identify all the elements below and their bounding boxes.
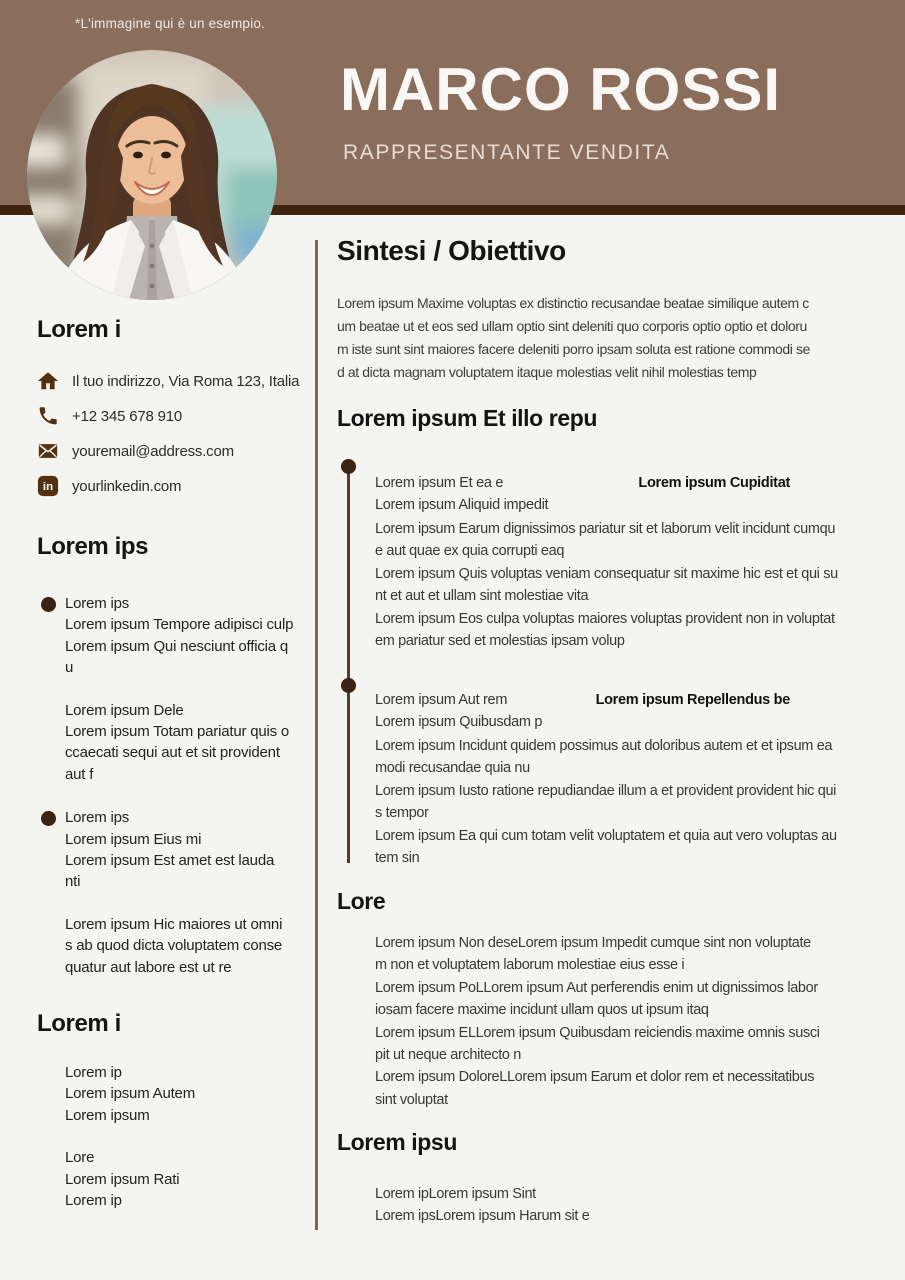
contact-email-row[interactable] [37, 438, 309, 464]
contact-phone-row [37, 403, 309, 429]
text-line: Lore [65, 1149, 95, 1167]
text-line: Lorem ipsum PoLLorem ipsum Aut perferendis enim ut dignissimos labor [375, 979, 818, 996]
text-line: Lorem ipsum DoloreLLorem ipsum Earum et dolor rem et necessitatibus [375, 1069, 815, 1086]
text-line: Lorem ipsum ELLorem ipsum Quibusdam reiciendis maxime omnis susci [375, 1024, 820, 1041]
text-line: Lorem ipsum Iusto ratione repudiandae illum a et provident provident hic qui [375, 782, 837, 799]
column-divider [315, 240, 318, 1230]
ipsu-lines [337, 1183, 882, 1228]
text-line: Lorem ipsum Rati [65, 1170, 180, 1188]
lore-heading: Lore [337, 888, 386, 914]
text-line: Lorem ipsum Est amet est lauda [65, 852, 275, 870]
text-line: Lorem ipsum Aut rem [375, 692, 508, 708]
text-line: Lorem ipsum Qui nesciunt officia q [65, 637, 289, 655]
extra-section [37, 1010, 309, 1211]
text-line: Lorem ipsum Eius mi [65, 830, 202, 848]
text-line: Lorem ipsum Eos culpa voluptas maiores voluptas provident non in voluptat [375, 610, 835, 627]
linkedin-text[interactable]: yourlinkedin.com [72, 477, 182, 495]
svg-text:in: in [42, 481, 54, 494]
skills-group-2-lines [65, 807, 309, 978]
text-line: Lorem ipLorem ipsum Sint [375, 1186, 536, 1202]
experience-heading: Lorem ipsum Et illo repu [337, 405, 598, 431]
text-line: Lorem ipsum Hic maiores ut omni [65, 915, 283, 933]
text-line: Lorem ipsum Earum dignissimos pariatur sit et laborum velit incidunt cumqu [375, 521, 836, 537]
text-line: Lorem ips [65, 595, 130, 612]
text-line: e aut quae ex quia corrupti eaq [375, 543, 565, 560]
summary-section [337, 235, 885, 384]
lore-lines [337, 932, 882, 1111]
candidate-name: MARCO ROSSI [340, 56, 782, 123]
contact-section [37, 316, 309, 508]
text-line: s ab quod dicta voluptatem conse [65, 937, 283, 955]
home-icon [37, 370, 59, 392]
text-line: Lorem ipsum Non deseLorem ipsum Impedit cumque sint non voluptate [375, 935, 811, 951]
text-line: Lorem ipsLorem ipsum Harum sit e [375, 1208, 590, 1225]
text-line: aut f [65, 765, 94, 783]
summary-heading: Sintesi / Obiettivo [337, 235, 566, 266]
text-line: Lorem ipsum Quibusdam p [375, 713, 543, 730]
text-line: pit ut neque architecto n [375, 1047, 522, 1064]
timeline-line [347, 471, 350, 863]
text-line: Lorem ip [65, 1064, 122, 1081]
text-line: tem sin [375, 850, 420, 867]
photo-disclaimer-note: *L'immagine qui è un esempio. [75, 16, 265, 31]
text-line: sint voluptat [375, 1091, 448, 1108]
skills-section [37, 533, 309, 978]
text-line: u [65, 659, 74, 677]
text-line: iosam facere maxime incidunt ullam quos ut ipsum itaq [375, 1002, 709, 1019]
experience-entry [375, 473, 842, 652]
profile-photo-illustration [27, 50, 277, 300]
phone-icon [37, 405, 59, 427]
timeline-dot [341, 678, 356, 693]
experience-entry [375, 690, 842, 869]
address-text: Il tuo indirizzo, Via Roma 123, Italia [72, 372, 300, 390]
experience-section [337, 405, 842, 870]
text-line: Lorem ips [65, 809, 130, 827]
contact-address-row [37, 368, 309, 394]
skills-heading: Lorem ips [37, 533, 149, 560]
extra-heading: Lorem i [37, 1010, 121, 1037]
mail-icon [37, 440, 59, 462]
text-line: Lorem ipsum Quis voluptas veniam consequatur sit maxime hic est et qui su [375, 565, 838, 582]
text-line: m non et voluptatem laborum molestiae eius esse i [375, 957, 685, 974]
entry-label: Lorem ipsum Repellendus be [595, 692, 790, 708]
contact-linkedin-row[interactable] [37, 473, 309, 499]
text-line: Lorem ip [65, 1192, 122, 1210]
text-line: Lorem ipsum Incidunt quidem possimus aut doloribus autem et et ipsum ea [375, 738, 833, 754]
text-line: nti [65, 873, 81, 891]
text-line: Lorem ipsum Maxime voluptas ex distinctio recusandae beatae similique autem c [337, 295, 809, 311]
text-line: Lorem ipsum Et ea e [375, 475, 504, 491]
text-line: s tempor [375, 805, 429, 822]
entry-label: Lorem ipsum Cupiditat [638, 475, 790, 491]
text-line: Lorem ipsum Dele [65, 701, 184, 719]
spacer [65, 1126, 309, 1147]
timeline-dot [341, 459, 356, 474]
text-line: modi recusandae quia nu [375, 760, 530, 777]
text-line: quatur aut labore est ut re [65, 958, 232, 976]
text-line: Lorem ipsum Autem [65, 1085, 195, 1103]
spacer [65, 679, 309, 700]
text-line: m iste sunt sint maiores facere deleniti porro ipsam soluta est ratione commodi se [337, 341, 810, 357]
email-text[interactable]: youremail@address.com [72, 442, 234, 460]
text-line: Lorem ipsum Aliquid impedit [375, 496, 549, 513]
text-line: um beatae ut et eos sed ullam optio sint deleniti quo corporis optio optio et doloru [337, 318, 807, 334]
ipsu-section [337, 1129, 882, 1228]
text-line: nt et aut et ullam sint molestiae vita [375, 588, 589, 605]
ipsu-heading: Lorem ipsu [337, 1129, 457, 1155]
candidate-role: RAPPRESENTANTE VENDITA [343, 141, 671, 164]
phone-text: +12 345 678 910 [72, 407, 183, 425]
skills-group-1-lines [65, 593, 309, 785]
summary-paragraph [337, 292, 885, 384]
profile-photo [27, 50, 277, 300]
entry-body [375, 518, 842, 652]
text-line: Lorem ipsum Ea qui cum totam velit voluptatem et quia aut vero voluptas au [375, 827, 837, 844]
bullet-dot [41, 597, 56, 612]
skills-group-2 [37, 807, 309, 978]
text-line: d at dicta magnam voluptatem itaque molestias velit nihil molestias temp [337, 364, 757, 380]
contact-heading: Lorem i [37, 316, 121, 343]
linkedin-icon [37, 475, 59, 497]
extra-lines [37, 1062, 309, 1211]
bullet-dot [41, 811, 56, 826]
text-line: Lorem ipsum Totam pariatur quis o [65, 723, 290, 741]
entry-body [375, 735, 842, 869]
text-line: Lorem ipsum [65, 1106, 150, 1124]
spacer [65, 893, 309, 914]
text-line: Lorem ipsum Tempore adipisci culp [65, 616, 294, 634]
skills-group-1 [37, 593, 309, 785]
text-line: em pariatur sed et molestias ipsam volup [375, 633, 625, 650]
lore-section [337, 888, 882, 1111]
text-line: ccaecati sequi aut et sit provident [65, 744, 280, 762]
